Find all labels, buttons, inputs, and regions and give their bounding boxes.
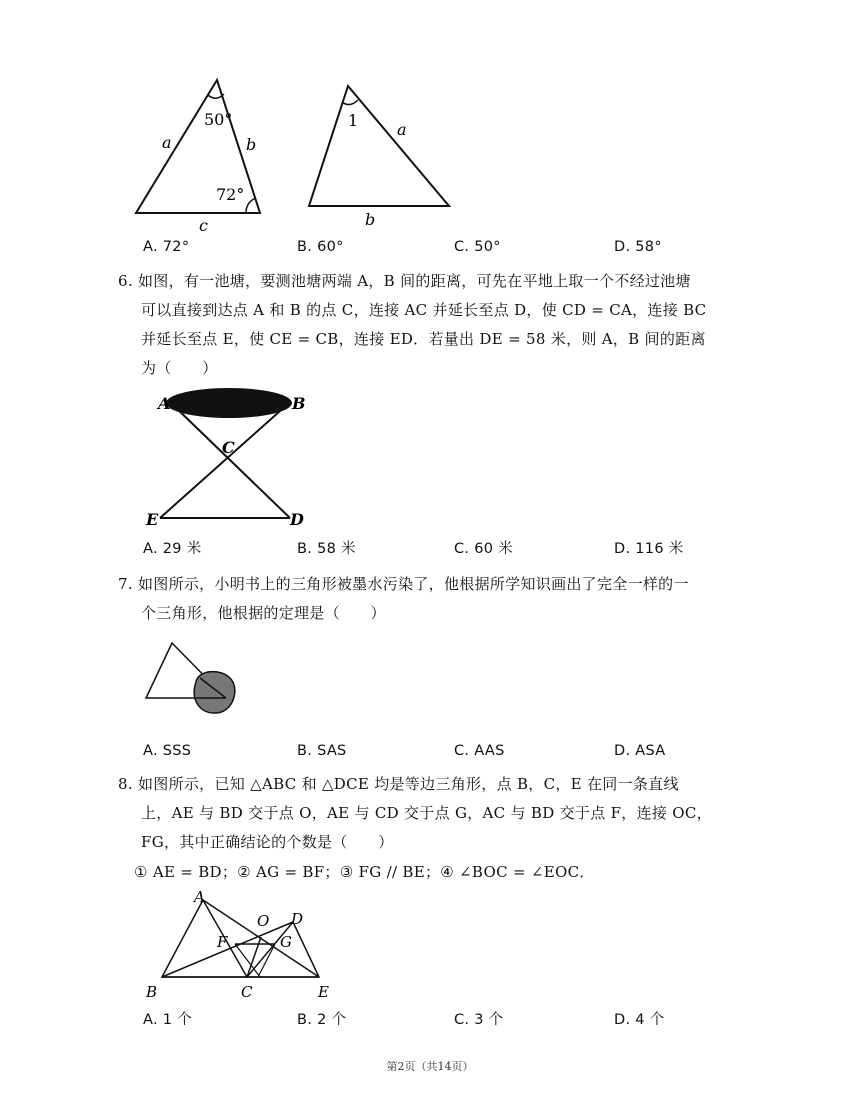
q8-text-line-4: ① AE = BD；② AG = BF；③ FG // BE；④ ∠BOC = ∠EOC． — [134, 863, 595, 881]
q8-label-a: A — [194, 888, 205, 906]
q8-label-f: F — [217, 933, 228, 951]
q5-triangle-2 — [309, 86, 449, 206]
q5-figure-1 — [128, 72, 273, 237]
q6-option-d[interactable]: D. 116 米 — [614, 541, 684, 557]
q7-figure — [140, 638, 245, 718]
q6-option-b[interactable]: B. 58 米 — [297, 541, 356, 557]
q8-label-e: E — [318, 983, 329, 1001]
q8-label-o: O — [257, 912, 270, 930]
q6-label-b: B — [292, 394, 306, 413]
q8-label-b: B — [146, 983, 158, 1001]
q8-figure — [140, 888, 340, 1003]
q7-option-c[interactable]: C. AAS — [454, 743, 505, 759]
q8-text-line-3: FG，其中正确结论的个数是（ ） — [141, 833, 394, 851]
q7-text-line-1: 7. 如图所示，小明书上的三角形被墨水污染了，他根据所学知识画出了完全一样的一 — [118, 575, 689, 593]
q5-option-d[interactable]: D. 58° — [614, 239, 662, 255]
q6-text-line-2: 可以直接到达点 A 和 B 的点 C，连接 AC 并延长至点 D，使 CD = CA，连接 BC — [141, 301, 707, 319]
q5-side-a-label: a — [162, 133, 172, 152]
q5-side-b-label: b — [246, 135, 257, 154]
q6-segment-be — [160, 403, 289, 518]
q6-text-line-1: 6. 如图，有一池塘，要测池塘两端 A，B 间的距离，可先在平地上取一个不经过池塘 — [118, 272, 691, 290]
q5-option-c[interactable]: C. 50° — [454, 239, 501, 255]
q7-text-line-2: 个三角形，他根据的定理是（ ） — [141, 604, 386, 622]
q8-text-line-1: 8. 如图所示，已知 △ABC 和 △DCE 均是等边三角形，点 B，C，E 在同一条直线 — [118, 775, 679, 793]
q5-side-a-label-2: a — [397, 120, 407, 139]
q5-side-b-label-2: b — [365, 210, 376, 229]
q6-option-a[interactable]: A. 29 米 — [143, 541, 202, 557]
q6-pond — [166, 388, 292, 418]
q5-angle-right-label: 72° — [216, 185, 245, 204]
q5-option-b[interactable]: B. 60° — [297, 239, 344, 255]
q7-option-d[interactable]: D. ASA — [614, 743, 666, 759]
q6-text-line-3: 并延长至点 E，使 CE = CB，连接 ED．若量出 DE = 58 米，则 A，B 间的距离 — [141, 330, 706, 348]
q8-option-d[interactable]: D. 4 个 — [614, 1012, 665, 1028]
q5-angle-arc-right — [246, 198, 256, 213]
q7-option-a[interactable]: A. SSS — [143, 743, 192, 759]
q5-angle-1-label: 1 — [348, 111, 359, 130]
q8-label-d: D — [291, 910, 304, 928]
q8-segment-bd — [162, 922, 293, 977]
q6-option-c[interactable]: C. 60 米 — [454, 541, 514, 557]
q5-option-a[interactable]: A. 72° — [143, 239, 190, 255]
q8-text-line-2: 上，AE 与 BD 交于点 O，AE 与 CD 交于点 G，AC 与 BD 交于点 F，连接 OC， — [141, 804, 712, 822]
q5-figure-2 — [300, 80, 460, 230]
q8-label-c: C — [241, 983, 253, 1001]
q5-angle-top-label: 50° — [204, 110, 233, 129]
q6-label-e: E — [146, 510, 159, 529]
q8-segment-oc — [247, 937, 261, 977]
q6-label-c: C — [222, 438, 235, 457]
q6-segment-ad — [171, 403, 290, 518]
q8-triangle-abc — [162, 900, 247, 977]
q8-option-b[interactable]: B. 2 个 — [297, 1012, 347, 1028]
q6-label-a: A — [158, 394, 171, 413]
q8-label-g: G — [280, 933, 292, 951]
q5-side-c-label: c — [199, 216, 208, 235]
q7-option-b[interactable]: B. SAS — [297, 743, 347, 759]
q5-angle-1-arc — [342, 100, 358, 105]
q8-option-c[interactable]: C. 3 个 — [454, 1012, 504, 1028]
q6-text-line-4: 为（ ） — [141, 359, 218, 377]
page-footer: 第2页（共14页） — [386, 1060, 474, 1073]
q6-label-d: D — [290, 510, 304, 529]
q6-figure — [140, 385, 315, 530]
q8-option-a[interactable]: A. 1 个 — [143, 1012, 193, 1028]
